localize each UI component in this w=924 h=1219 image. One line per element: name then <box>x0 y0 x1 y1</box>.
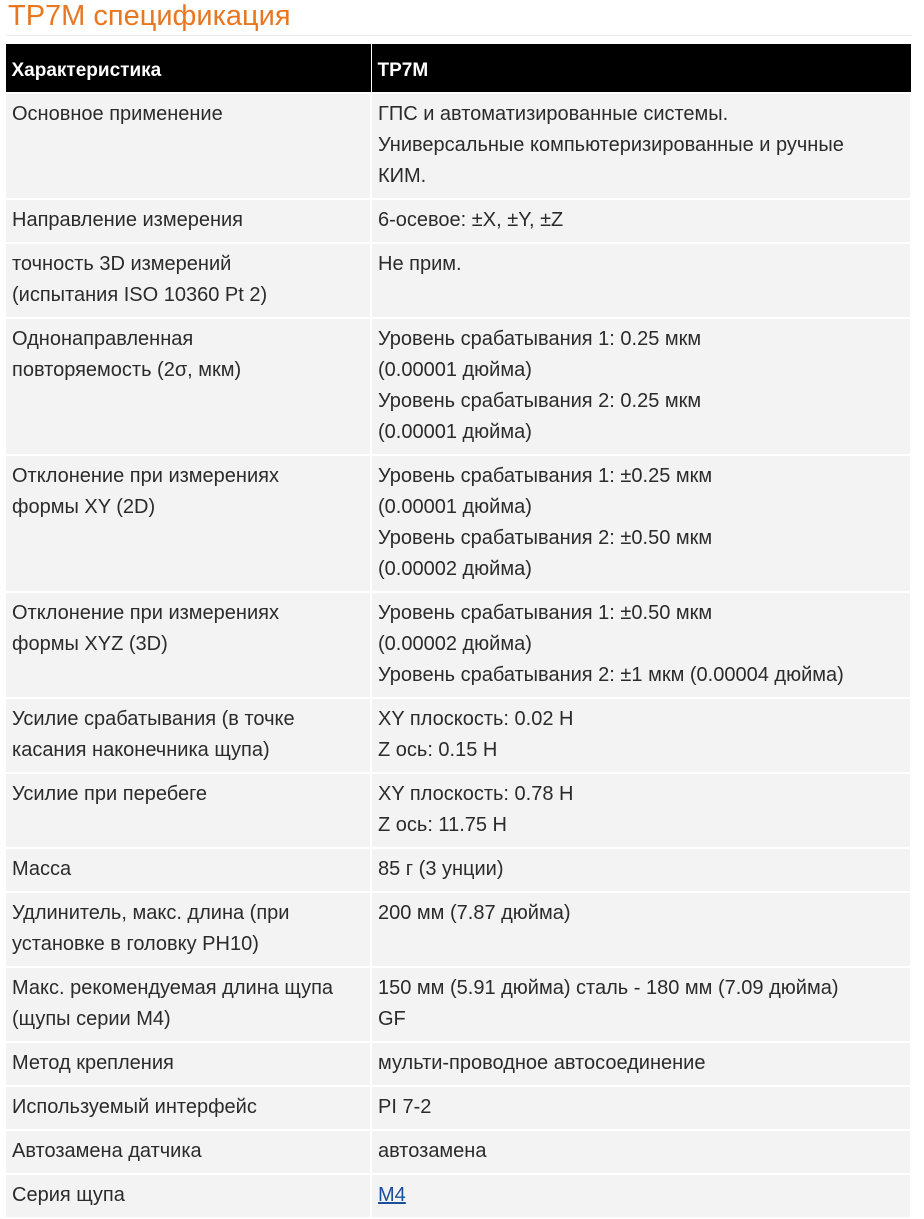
spec-label-line: Основное применение <box>12 103 223 125</box>
spec-label-line: повторяемость (2σ, мкм) <box>12 359 242 381</box>
spec-label-line: Отклонение при измерениях <box>12 602 279 624</box>
spec-label-cell <box>5 243 371 318</box>
spec-label-line: Используемый интерфейс <box>12 1096 257 1118</box>
spec-value-cell <box>371 1042 911 1086</box>
header-characteristic: Характеристика <box>5 44 371 94</box>
spec-label-line: формы XY (2D) <box>12 496 156 518</box>
spec-value-line: Уровень срабатывания 2: ±1 мкм (0.00004 дюйма) <box>378 664 844 686</box>
spec-value-line: КИМ. <box>378 165 427 187</box>
spec-label-cell <box>5 848 371 892</box>
spec-value-line: Уровень срабатывания 1: 0.25 мкм <box>378 328 702 350</box>
spec-label-line: Усилие при перебеге <box>12 783 208 805</box>
table-row <box>5 1174 911 1218</box>
spec-label-cell <box>5 892 371 967</box>
spec-value-line: Z ось: 11.75 Н <box>378 814 507 836</box>
table-row <box>5 773 911 848</box>
spec-value-line: Z ось: 0.15 Н <box>378 739 498 761</box>
spec-label-cell <box>5 773 371 848</box>
spec-value-cell <box>371 455 911 592</box>
spec-value-cell <box>371 848 911 892</box>
spec-label-cell <box>5 455 371 592</box>
spec-value-cell <box>371 967 911 1042</box>
table-row <box>5 848 911 892</box>
spec-label-line: Автозамена датчика <box>12 1140 202 1162</box>
spec-value-line: (0.00001 дюйма) <box>378 359 532 381</box>
spec-value-line: мульти-проводное автосоединение <box>378 1052 706 1074</box>
spec-value-line: (0.00002 дюйма) <box>378 558 532 580</box>
table-row <box>5 318 911 455</box>
spec-value-line: 6-осевое: ±X, ±Y, ±Z <box>378 209 564 231</box>
spec-label-cell <box>5 199 371 243</box>
spec-label-cell <box>5 93 371 199</box>
spec-value-line: Уровень срабатывания 1: ±0.50 мкм <box>378 602 713 624</box>
table-row <box>5 455 911 592</box>
spec-label-line: Однонаправленная <box>12 328 194 350</box>
spec-value-cell <box>371 773 911 848</box>
spec-value-line: Уровень срабатывания 2: 0.25 мкм <box>378 390 702 412</box>
spec-value-line: Уровень срабатывания 1: ±0.25 мкм <box>378 465 713 487</box>
spec-value-line: 200 мм (7.87 дюйма) <box>378 902 571 924</box>
spec-label-line: Удлинитель, макс. длина (при <box>12 902 290 924</box>
spec-label-line: Отклонение при измерениях <box>12 465 279 487</box>
spec-value-line: Не прим. <box>378 253 462 275</box>
spec-value-cell <box>371 698 911 773</box>
spec-label-line: (щупы серии M4) <box>12 1008 171 1030</box>
probe-series-link[interactable]: M4 <box>378 1184 406 1206</box>
spec-label-line: касания наконечника щупа) <box>12 739 270 761</box>
title-divider <box>6 35 912 36</box>
spec-label-line: формы XYZ (3D) <box>12 633 168 655</box>
spec-label-line: установке в головку PH10) <box>12 933 259 955</box>
spec-label-line: Направление измерения <box>12 209 244 231</box>
spec-label-line: точность 3D измерений <box>12 253 232 275</box>
spec-label-line: Серия щупа <box>12 1184 125 1206</box>
spec-label-line: Макс. рекомендуемая длина щупа <box>12 977 334 999</box>
spec-value-line: XY плоскость: 0.78 Н <box>378 783 574 805</box>
spec-label-cell <box>5 1086 371 1130</box>
spec-value-line: PI 7-2 <box>378 1096 432 1118</box>
table-row <box>5 199 911 243</box>
table-row <box>5 1086 911 1130</box>
table-row <box>5 1130 911 1174</box>
spec-label-cell <box>5 1130 371 1174</box>
spec-label-cell <box>5 967 371 1042</box>
header-model: TP7M <box>371 44 911 94</box>
table-row <box>5 243 911 318</box>
spec-value-cell <box>371 892 911 967</box>
spec-value-cell <box>371 1174 911 1218</box>
spec-table <box>4 43 912 1219</box>
spec-label-cell <box>5 698 371 773</box>
spec-value-line: XY плоскость: 0.02 Н <box>378 708 574 730</box>
spec-value-cell <box>371 318 911 455</box>
table-row <box>5 592 911 698</box>
spec-label-cell <box>5 592 371 698</box>
table-row <box>5 892 911 967</box>
spec-label-cell <box>5 1042 371 1086</box>
spec-value-line: (0.00002 дюйма) <box>378 633 532 655</box>
spec-value-line: Уровень срабатывания 2: ±0.50 мкм <box>378 527 713 549</box>
spec-label-cell <box>5 318 371 455</box>
spec-value-cell <box>371 592 911 698</box>
spec-value-line: (0.00001 дюйма) <box>378 421 532 443</box>
spec-value-line: 85 г (3 унции) <box>378 858 504 880</box>
table-row <box>5 1042 911 1086</box>
table-row <box>5 93 911 199</box>
spec-value-line: (0.00001 дюйма) <box>378 496 532 518</box>
table-row <box>5 967 911 1042</box>
spec-value-cell <box>371 243 911 318</box>
spec-label-cell <box>5 1174 371 1218</box>
spec-label-line: Масса <box>12 858 72 880</box>
spec-value-cell <box>371 1130 911 1174</box>
spec-value-line: GF <box>378 1008 406 1030</box>
spec-label-line: Метод крепления <box>12 1052 174 1074</box>
spec-value-cell <box>371 199 911 243</box>
spec-label-line: Усилие срабатывания (в точке <box>12 708 295 730</box>
page-title: TP7M спецификация <box>8 0 291 32</box>
table-header-row <box>5 44 911 94</box>
spec-value-cell <box>371 93 911 199</box>
spec-label-line: (испытания ISO 10360 Pt 2) <box>12 284 268 306</box>
spec-table-body <box>5 93 911 1218</box>
spec-value-line: ГПС и автоматизированные системы. <box>378 103 729 125</box>
spec-value-line: Универсальные компьютеризированные и ручные <box>378 134 844 156</box>
spec-value-line: 150 мм (5.91 дюйма) сталь - 180 мм (7.09 дюйма) <box>378 977 839 999</box>
spec-value-line: автозамена <box>378 1140 487 1162</box>
spec-value-cell <box>371 1086 911 1130</box>
table-row <box>5 698 911 773</box>
